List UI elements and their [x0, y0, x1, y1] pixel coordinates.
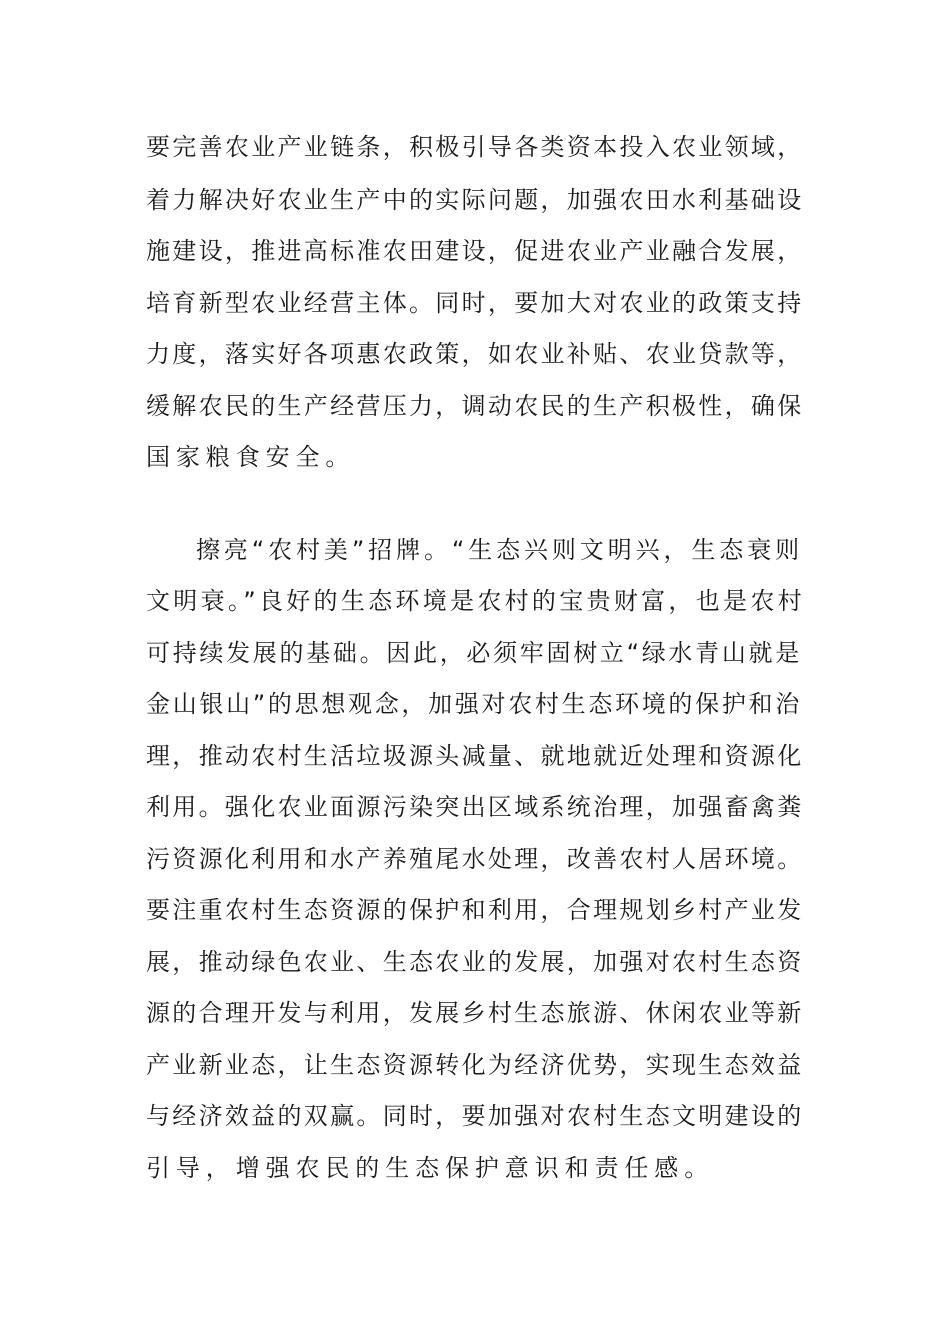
paragraph-line: 引导，增强农民的生态保护意识和责任感。 — [146, 1154, 715, 1182]
paragraph-line-first: 擦亮“农村美”招牌。“生态兴则文明兴，生态衰则 — [196, 536, 803, 564]
paragraph-line: 力度，落实好各项惠农政策，如农业补贴、农业贷款等， — [146, 340, 804, 368]
paragraph-line: 要完善农业产业链条，积极引导各类资本投入农业领域， — [146, 133, 804, 161]
paragraph-line: 缓解农民的生产经营压力，调动农民的生产积极性，确保 — [146, 392, 804, 420]
paragraph-line: 展，推动绿色农业、生态农业的发展，加强对农村生态资 — [146, 948, 804, 976]
paragraph-line: 着力解决好农业生产中的实际问题，加强农田水利基础设 — [146, 186, 804, 214]
paragraph-line: 产业新业态，让生态资源转化为经济优势，实现生态效益 — [146, 1051, 804, 1079]
paragraph-line: 国家粮食安全。 — [146, 443, 356, 471]
paragraph-line: 要注重农村生态资源的保护和利用，合理规划乡村产业发 — [146, 896, 804, 924]
paragraph-line: 施建设，推进高标准农田建设，促进农业产业融合发展， — [146, 237, 804, 265]
paragraph-line: 金山银山”的思想观念，加强对农村生态环境的保护和治 — [146, 690, 802, 718]
paragraph-line: 污资源化利用和水产养殖尾水处理，改善农村人居环境。 — [146, 845, 804, 873]
paragraph-line: 与经济效益的双赢。同时，要加强对农村生态文明建设的 — [146, 1102, 804, 1130]
paragraph-line: 理，推动农村生活垃圾源头减量、就地就近处理和资源化 — [146, 742, 804, 770]
paragraph-line: 源的合理开发与利用，发展乡村生态旅游、休闲农业等新 — [146, 999, 804, 1027]
paragraph-line: 可持续发展的基础。因此，必须牢固树立“绿水青山就是 — [146, 639, 802, 667]
paragraph-line: 文明衰。”良好的生态环境是农村的宝贵财富，也是农村 — [146, 587, 805, 615]
paragraph-line: 利用。强化农业面源污染突出区域系统治理，加强畜禽粪 — [146, 793, 804, 821]
paragraph-line: 培育新型农业经营主体。同时，要加大对农业的政策支持 — [146, 289, 804, 317]
